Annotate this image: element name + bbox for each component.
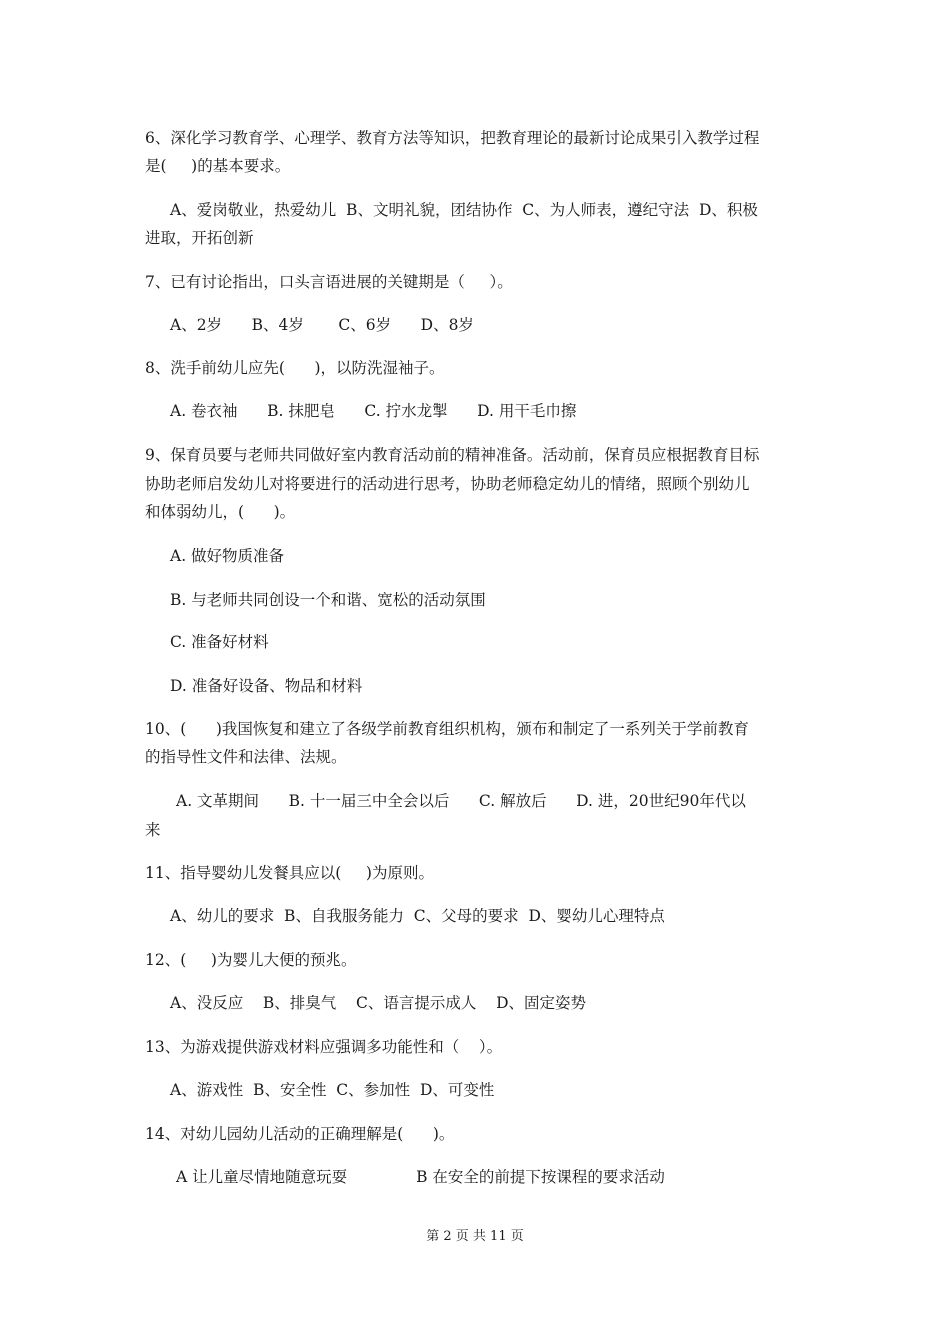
question-6-options-line-1: A、爱岗敬业，热爱幼儿 B、文明礼貌，团结协作 C、为人师表，遵纪守法 D、积极: [170, 201, 758, 219]
question-10-options-line-2: 来: [145, 821, 161, 839]
question-14-options: A 让儿童尽情地随意玩耍 B 在安全的前提下按课程的要求活动: [176, 1168, 665, 1186]
question-11-stem: 11、指导婴幼儿发餐具应以( )为原则。: [145, 864, 434, 882]
question-10-options-line-1: A. 文革期间 B. 十一届三中全会以后 C. 解放后 D. 进，20世纪90年代以: [176, 792, 746, 810]
question-6-stem-line-2: 是( )的基本要求。: [145, 157, 291, 175]
question-9-option-c: C. 准备好材料: [170, 633, 269, 651]
question-13-options: A、游戏性 B、安全性 C、参加性 D、可变性: [170, 1081, 495, 1099]
question-8-options: A. 卷衣袖 B. 抹肥皂 C. 拧水龙掣 D. 用干毛巾擦: [170, 402, 577, 420]
question-12-options: A、没反应 B、排臭气 C、语言提示成人 D、固定姿势: [170, 994, 586, 1012]
question-9-option-a: A. 做好物质准备: [170, 547, 285, 565]
question-14-stem: 14、对幼儿园幼儿活动的正确理解是( )。: [145, 1125, 455, 1143]
question-7-stem: 7、已有讨论指出，口头言语进展的关键期是（ ）。: [145, 273, 513, 291]
question-9-stem-line-3: 和体弱幼儿，( )。: [145, 503, 296, 521]
question-10-stem-line-1: 10、( )我国恢复和建立了各级学前教育组织机构，颁布和制定了一系列关于学前教育: [145, 720, 749, 738]
question-12-stem: 12、( )为婴儿大便的预兆。: [145, 951, 357, 969]
question-6-options-line-2: 进取，开拓创新: [145, 229, 254, 247]
question-6-stem-line-1: 6、深化学习教育学、心理学、教育方法等知识，把教育理论的最新讨论成果引入教学过程: [145, 129, 760, 147]
question-13-stem: 13、为游戏提供游戏材料应强调多功能性和（ ）。: [145, 1038, 503, 1056]
question-10-stem-line-2: 的指导性文件和法律、法规。: [145, 748, 347, 766]
question-9-option-d: D. 准备好设备、物品和材料: [170, 677, 363, 695]
page-footer: 第 2 页 共 11 页: [426, 1229, 524, 1244]
question-9-stem-line-1: 9、保育员要与老师共同做好室内教育活动前的精神准备。活动前，保育员应根据教育目标: [145, 446, 760, 464]
question-9-option-b: B. 与老师共同创设一个和谐、宽松的活动氛围: [170, 591, 486, 609]
question-8-stem: 8、洗手前幼儿应先( )，以防洗湿袖子。: [145, 359, 445, 377]
question-9-stem-line-2: 协助老师启发幼儿对将要进行的活动进行思考，协助老师稳定幼儿的情绪，照顾个别幼儿: [145, 475, 750, 493]
question-11-options: A、幼儿的要求 B、自我服务能力 C、父母的要求 D、婴幼儿心理特点: [170, 907, 665, 925]
question-7-options: A、2岁 B、4岁 C、6岁 D、8岁: [170, 316, 474, 334]
